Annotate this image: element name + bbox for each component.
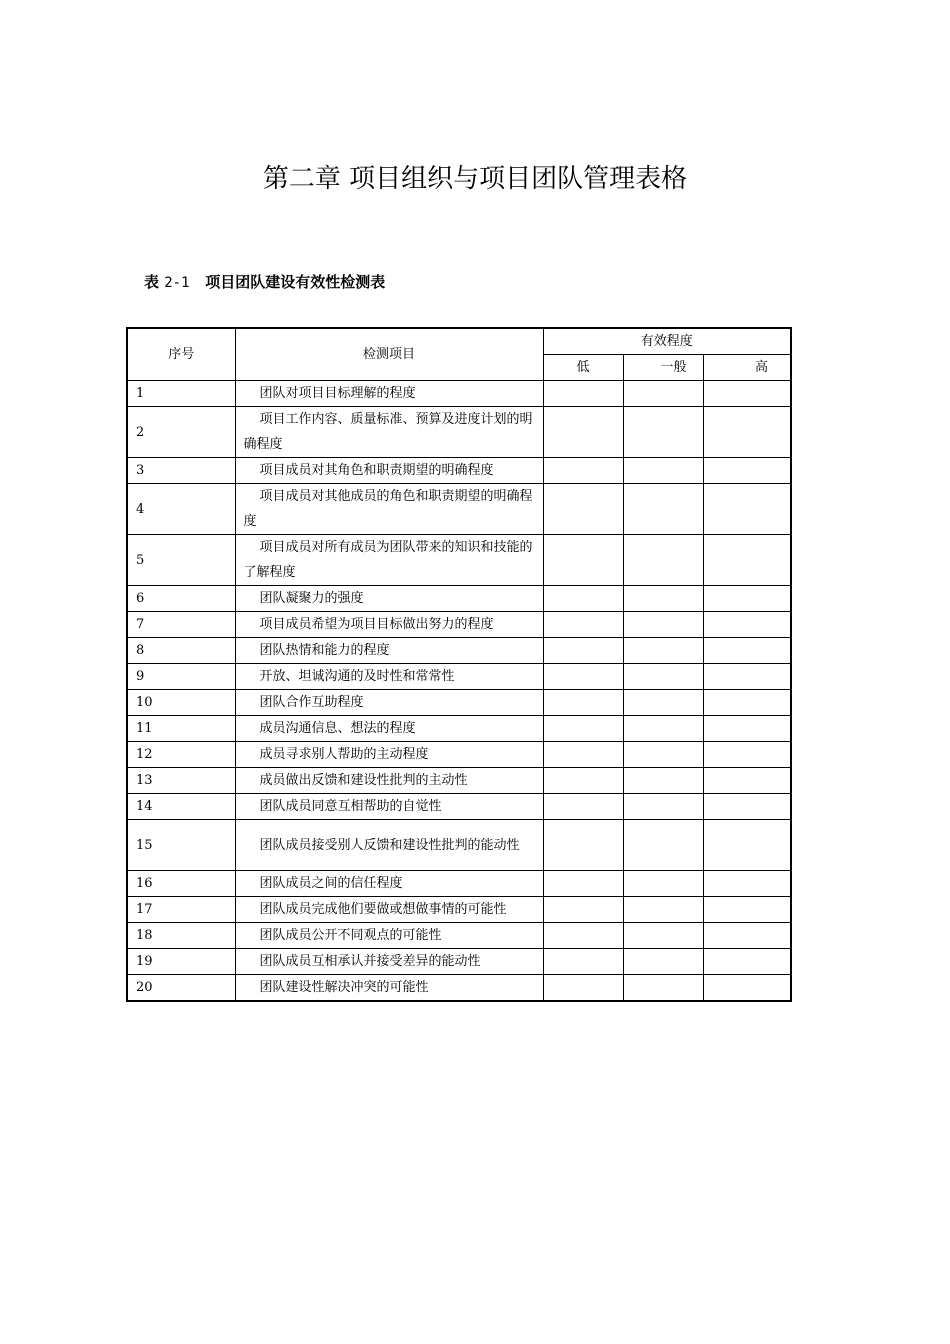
rating-cell-mid[interactable]	[623, 484, 703, 535]
rating-cell-mid[interactable]	[623, 586, 703, 612]
row-item	[235, 638, 543, 664]
row-number: 11	[127, 716, 235, 742]
table-body	[127, 381, 791, 1002]
rating-cell-high[interactable]	[703, 794, 791, 820]
rating-cell-high[interactable]	[703, 871, 791, 897]
row-item	[235, 690, 543, 716]
row-item-text: 团队成员完成他们要做或想做事情的可能性	[259, 902, 507, 917]
table-row	[127, 458, 791, 484]
row-item-text: 团队成员接受别人反馈和建设性批判的能动性	[259, 837, 520, 853]
rating-cell-mid[interactable]	[623, 794, 703, 820]
row-item	[235, 768, 543, 794]
table-row	[127, 664, 791, 690]
row-item-text: 项目成员对其角色和职责期望的明确程度	[259, 463, 494, 478]
row-number: 2	[127, 407, 235, 458]
row-item-text: 团队合作互助程度	[259, 695, 364, 710]
rating-cell-low[interactable]	[543, 690, 623, 716]
row-item-text: 成员沟通信息、想法的程度	[259, 721, 416, 736]
row-number: 20	[127, 975, 235, 1002]
table-row	[127, 768, 791, 794]
row-item-text: 团队热情和能力的程度	[259, 643, 390, 658]
row-item-text: 开放、坦诚沟通的及时性和常常性	[259, 669, 455, 684]
row-item-text: 项目工作内容、质量标准、预算及进度计划的明确程度	[243, 412, 533, 452]
rating-cell-low[interactable]	[543, 484, 623, 535]
rating-cell-high[interactable]	[703, 586, 791, 612]
row-number: 3	[127, 458, 235, 484]
row-item-text: 团队成员公开不同观点的可能性	[259, 928, 442, 943]
row-item	[235, 897, 543, 923]
table-row	[127, 381, 791, 407]
rating-cell-low[interactable]	[543, 612, 623, 638]
rating-cell-high[interactable]	[703, 407, 791, 458]
rating-cell-high[interactable]	[703, 975, 791, 1002]
table-row	[127, 535, 791, 586]
row-item-text: 团队成员之间的信任程度	[259, 876, 403, 891]
table-row	[127, 586, 791, 612]
table-caption-number: 2-1	[164, 275, 190, 291]
rating-cell-low[interactable]	[543, 664, 623, 690]
rating-cell-high[interactable]	[703, 897, 791, 923]
row-number: 6	[127, 586, 235, 612]
rating-cell-low[interactable]	[543, 381, 623, 407]
table-row	[127, 820, 791, 871]
rating-cell-low[interactable]	[543, 820, 623, 871]
table-row	[127, 612, 791, 638]
row-item-text: 团队对项目目标理解的程度	[259, 386, 416, 401]
table-row	[127, 407, 791, 458]
row-number: 19	[127, 949, 235, 975]
row-number: 9	[127, 664, 235, 690]
row-number: 7	[127, 612, 235, 638]
rating-cell-mid[interactable]	[623, 690, 703, 716]
rating-cell-mid[interactable]	[623, 381, 703, 407]
rating-cell-low[interactable]	[543, 768, 623, 794]
rating-cell-high[interactable]	[703, 923, 791, 949]
effectiveness-check-table	[126, 327, 792, 1002]
row-item	[235, 612, 543, 638]
row-item	[235, 742, 543, 768]
row-item	[235, 484, 543, 535]
row-number: 15	[127, 820, 235, 871]
rating-cell-low[interactable]	[543, 407, 623, 458]
row-item	[235, 458, 543, 484]
rating-cell-mid[interactable]	[623, 612, 703, 638]
rating-cell-high[interactable]	[703, 458, 791, 484]
rating-cell-mid[interactable]	[623, 664, 703, 690]
header-num: 序号	[127, 328, 235, 381]
table-row	[127, 690, 791, 716]
row-item	[235, 407, 543, 458]
row-number: 14	[127, 794, 235, 820]
rating-cell-mid[interactable]	[623, 768, 703, 794]
row-item-text: 团队成员互相承认并接受差异的能动性	[259, 954, 481, 969]
row-item	[235, 381, 543, 407]
table-row	[127, 716, 791, 742]
row-item	[235, 871, 543, 897]
chapter-title: 第二章 项目组织与项目团队管理表格	[262, 164, 688, 194]
rating-cell-mid[interactable]	[623, 716, 703, 742]
table-row	[127, 897, 791, 923]
row-item	[235, 535, 543, 586]
rating-cell-low[interactable]	[543, 458, 623, 484]
row-number: 1	[127, 381, 235, 407]
table-caption-title: 项目团队建设有效性检测表	[205, 273, 386, 291]
row-item-text: 项目成员对所有成员为团队带来的知识和技能的了解程度	[243, 540, 533, 580]
rating-cell-low[interactable]	[543, 871, 623, 897]
rating-cell-high[interactable]	[703, 664, 791, 690]
row-number: 4	[127, 484, 235, 535]
rating-cell-low[interactable]	[543, 897, 623, 923]
rating-cell-high[interactable]	[703, 768, 791, 794]
rating-cell-mid[interactable]	[623, 535, 703, 586]
rating-cell-mid[interactable]	[623, 975, 703, 1002]
rating-cell-mid[interactable]	[623, 742, 703, 768]
row-number: 8	[127, 638, 235, 664]
table-row	[127, 742, 791, 768]
header-item: 检测项目	[235, 328, 543, 381]
table-row	[127, 975, 791, 1002]
header-high: 高	[703, 355, 791, 381]
row-item	[235, 820, 543, 871]
rating-cell-high[interactable]	[703, 690, 791, 716]
rating-cell-high[interactable]	[703, 484, 791, 535]
row-item-text: 成员做出反馈和建设性批判的主动性	[259, 773, 468, 788]
table-row	[127, 949, 791, 975]
row-item	[235, 923, 543, 949]
row-number: 16	[127, 871, 235, 897]
rating-cell-high[interactable]	[703, 612, 791, 638]
table-caption-label: 表	[144, 273, 160, 291]
rating-cell-high[interactable]	[703, 820, 791, 871]
row-number: 5	[127, 535, 235, 586]
rating-cell-mid[interactable]	[623, 949, 703, 975]
rating-cell-mid[interactable]	[623, 638, 703, 664]
row-number: 17	[127, 897, 235, 923]
table-row	[127, 484, 791, 535]
row-item-text: 团队成员同意互相帮助的自觉性	[259, 799, 442, 814]
rating-cell-low[interactable]	[543, 535, 623, 586]
rating-cell-low[interactable]	[543, 975, 623, 1002]
rating-cell-low[interactable]	[543, 923, 623, 949]
rating-cell-low[interactable]	[543, 949, 623, 975]
row-number: 13	[127, 768, 235, 794]
row-number: 12	[127, 742, 235, 768]
row-item	[235, 794, 543, 820]
row-item-text: 项目成员对其他成员的角色和职责期望的明确程度	[243, 489, 533, 529]
rating-cell-high[interactable]	[703, 638, 791, 664]
row-number: 10	[127, 690, 235, 716]
row-item-text: 项目成员希望为项目目标做出努力的程度	[259, 617, 494, 632]
rating-cell-high[interactable]	[703, 716, 791, 742]
rating-cell-low[interactable]	[543, 586, 623, 612]
row-item-text: 团队建设性解决冲突的可能性	[259, 980, 429, 995]
rating-cell-mid[interactable]	[623, 458, 703, 484]
rating-cell-mid[interactable]	[623, 923, 703, 949]
row-number: 18	[127, 923, 235, 949]
rating-cell-high[interactable]	[703, 381, 791, 407]
table-row	[127, 794, 791, 820]
rating-cell-mid[interactable]	[623, 897, 703, 923]
header-effectiveness: 有效程度	[543, 328, 791, 355]
rating-cell-low[interactable]	[543, 638, 623, 664]
row-item	[235, 664, 543, 690]
rating-cell-high[interactable]	[703, 535, 791, 586]
header-low: 低	[543, 355, 623, 381]
table-row	[127, 871, 791, 897]
rating-cell-mid[interactable]	[623, 820, 703, 871]
rating-cell-low[interactable]	[543, 742, 623, 768]
row-item	[235, 949, 543, 975]
row-item-text: 成员寻求别人帮助的主动程度	[259, 747, 429, 762]
rating-cell-mid[interactable]	[623, 407, 703, 458]
row-item	[235, 586, 543, 612]
row-item	[235, 975, 543, 1002]
header-mid: 一般	[623, 355, 703, 381]
table-row	[127, 638, 791, 664]
rating-cell-high[interactable]	[703, 949, 791, 975]
row-item-text: 团队凝聚力的强度	[259, 591, 364, 606]
rating-cell-low[interactable]	[543, 794, 623, 820]
rating-cell-low[interactable]	[543, 716, 623, 742]
table-caption	[144, 271, 385, 292]
rating-cell-high[interactable]	[703, 742, 791, 768]
row-item	[235, 716, 543, 742]
rating-cell-mid[interactable]	[623, 871, 703, 897]
table-row	[127, 923, 791, 949]
